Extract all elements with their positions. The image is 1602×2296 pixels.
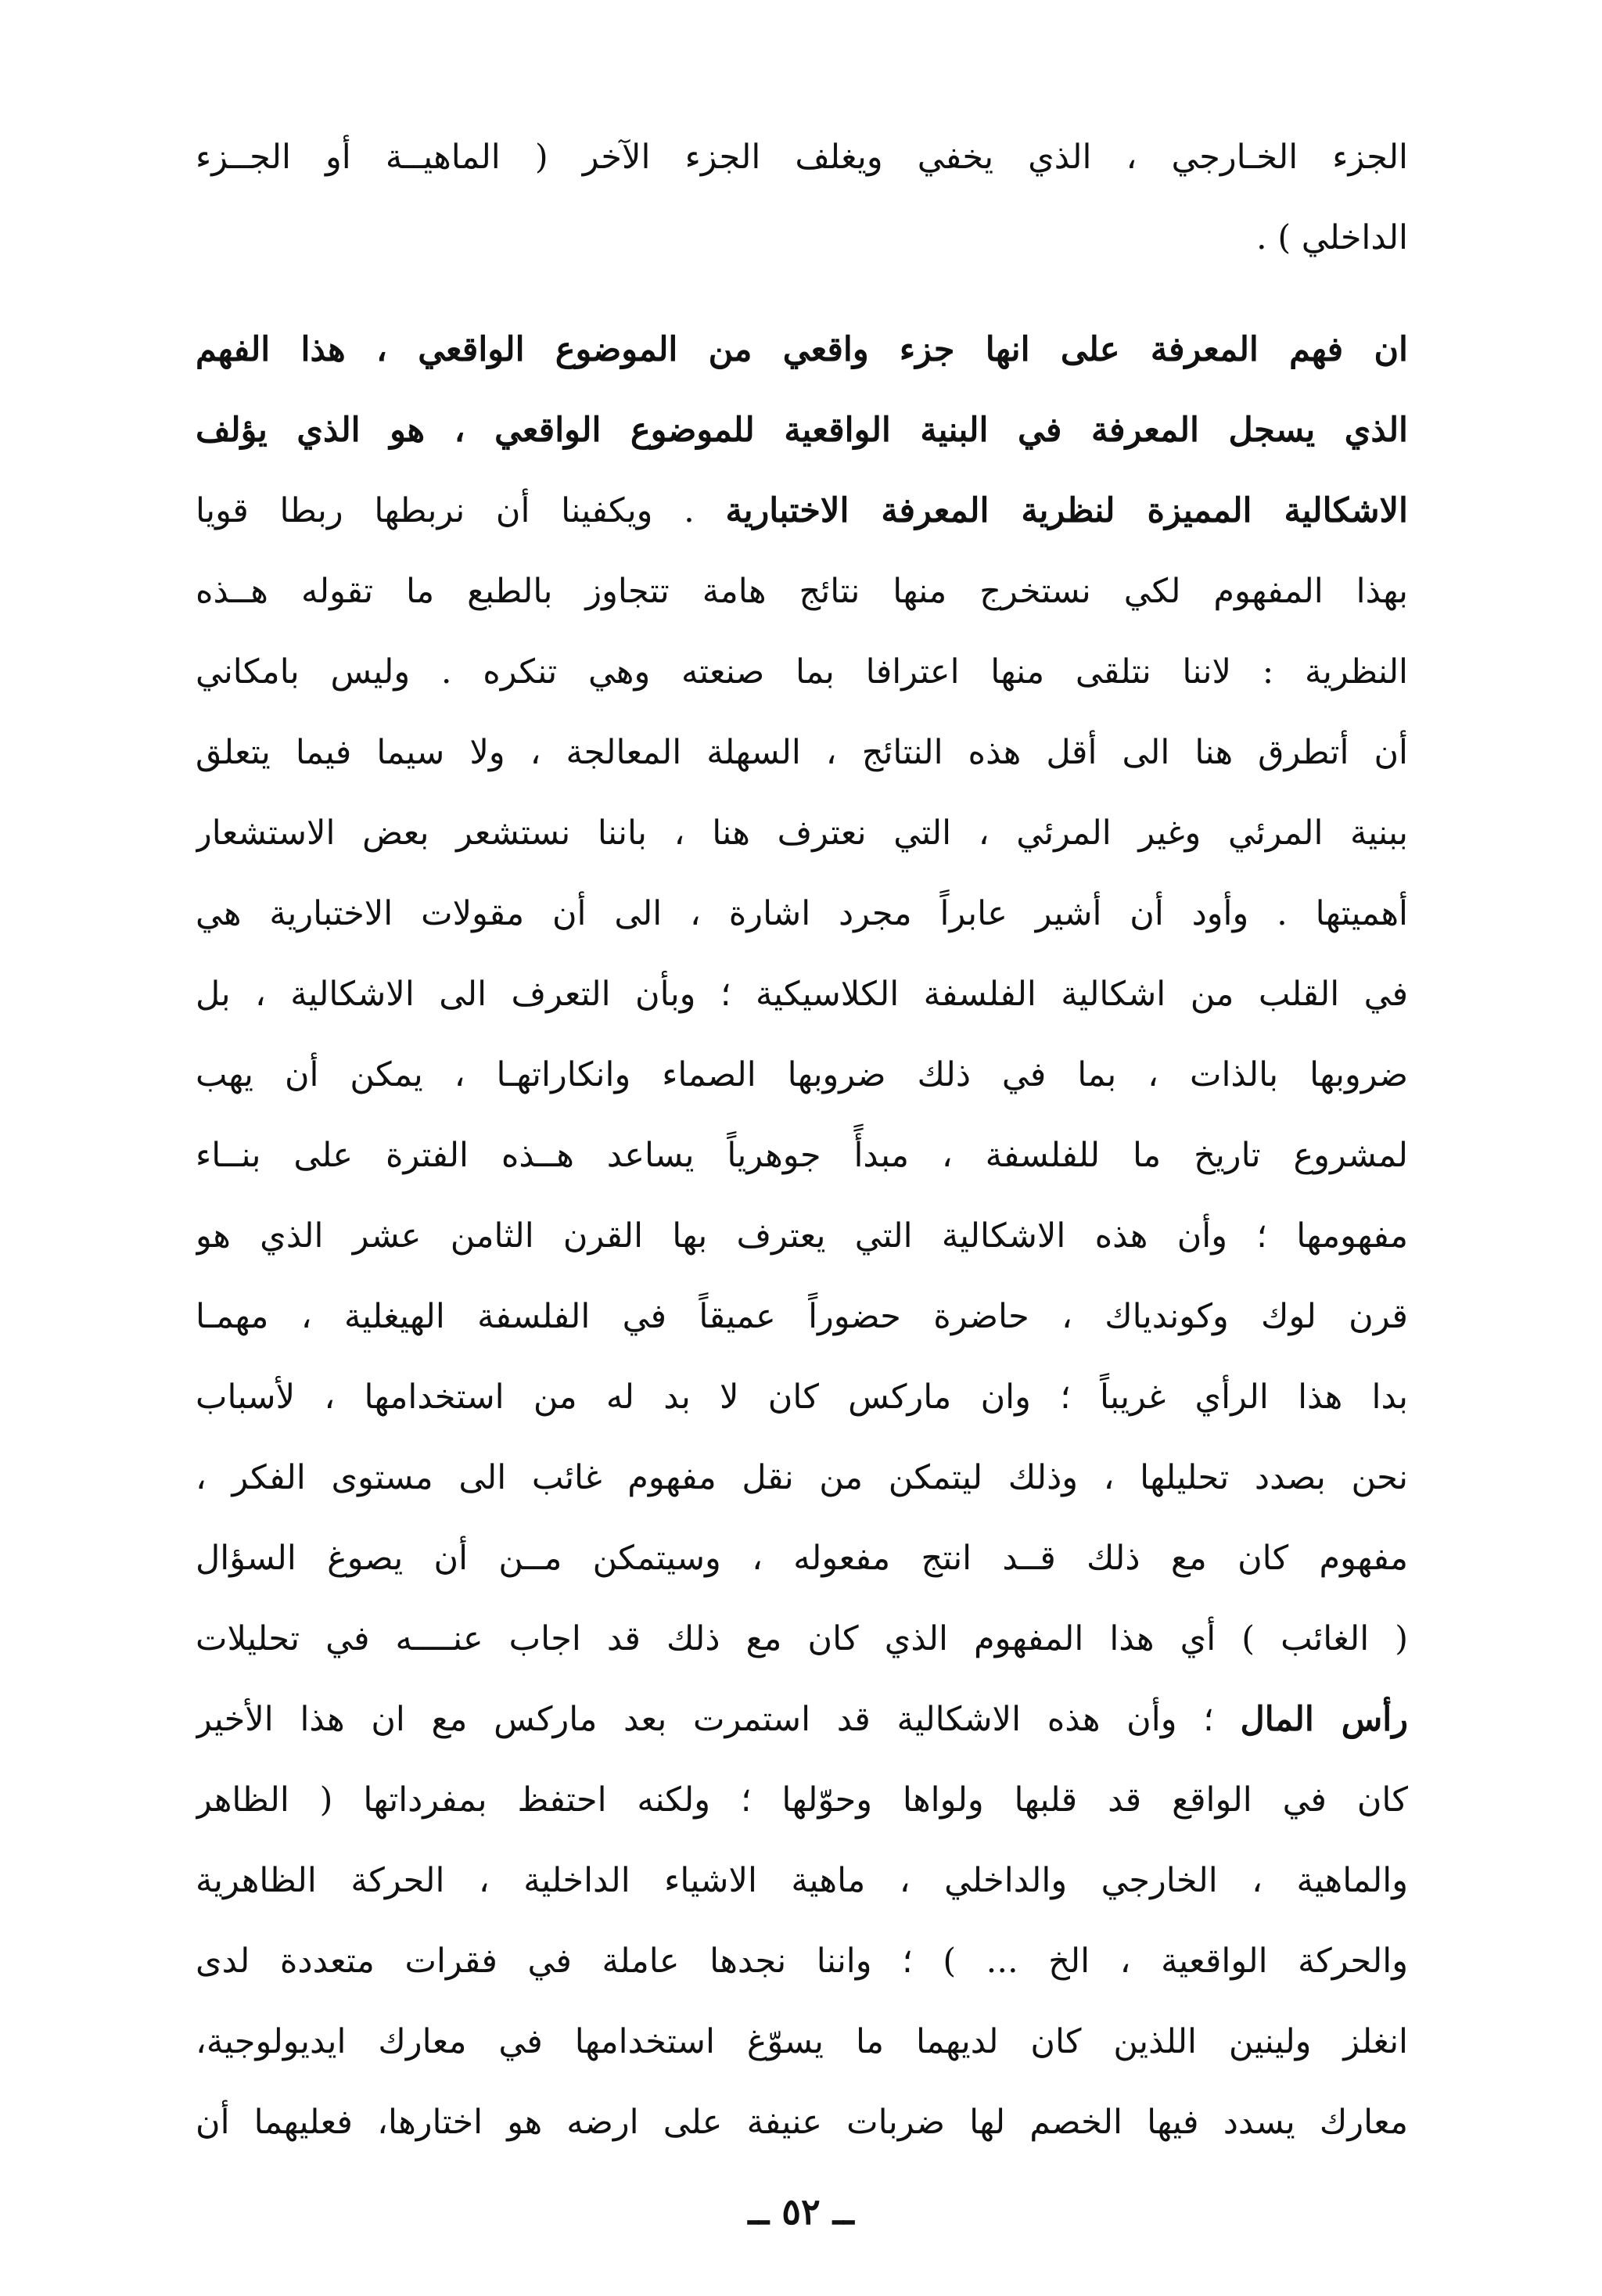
line-text: والحركة الواقعية ، الخ ... ) ؛ واننا نجدها عاملة في فقرات متعددة لدى <box>196 1942 1408 1981</box>
line-text: ؛ وأن هذه الاشكالية قد استمرت بعد ماركس مع ان هذا الأخير <box>196 1700 1241 1739</box>
line-text: مفهوم كان مع ذلك قــد انتج مفعوله ، وسيتمكن مــن أن يصوغ السؤال <box>196 1539 1408 1578</box>
text-line <box>196 1035 1408 1116</box>
text-line-bold: الذي يسجل المعرفة في البنية الواقعية للموضوع الواقعي ، هو الذي يؤلف <box>196 411 1408 450</box>
text-line <box>196 471 1408 552</box>
line-text: أهميتها . وأود أن أشير عابراً مجرد اشارة ، الى أن مقولات الاختبارية هي <box>196 894 1408 933</box>
text-line <box>196 552 1408 632</box>
text-line <box>196 2082 1408 2163</box>
line-text: النظرية : لاننا نتلقى منها اعترافا بما صنعته وهي تنكره . وليس بامكاني <box>196 652 1408 692</box>
text-line <box>196 2002 1408 2082</box>
line-text: لمشروع تاريخ ما للفلسفة ، مبدأً جوهرياً يساعد هــذه الفترة على بنــاء <box>196 1136 1408 1175</box>
line-text: ( الغائب ) أي هذا المفهوم الذي كان مع ذلك قد اجاب عنــــه في تحليلات <box>196 1619 1408 1658</box>
text-line: الجزء الخـارجي ، الذي يخفي ويغلف الجزء الآخر ( الماهيــة أو الجــزء <box>196 138 1408 177</box>
line-text: ضروبها بالذات ، بما في ذلك ضروبها الصماء وانكاراتهـا ، يمكن أن يهب <box>196 1055 1408 1094</box>
bold-phrase: رأس المال <box>1240 1700 1408 1739</box>
text-line <box>196 713 1408 793</box>
line-text: مفهومها ؛ وأن هذه الاشكالية التي يعترف بها القرن الثامن عشر الذي هو <box>196 1216 1408 1256</box>
text-line <box>196 1760 1408 1841</box>
line-text: قرن لوك وكوندياك ، حاضرة حضوراً عميقاً في الفلسفة الهيغلية ، مهمـا <box>196 1297 1408 1336</box>
text-line <box>196 1599 1408 1680</box>
paragraph <box>196 310 1408 2163</box>
text-line <box>196 1438 1408 1518</box>
text-line <box>196 1921 1408 2002</box>
line-text: انغلز ولينين اللذين كان لديهما ما يسوّغ استخدامها في معارك ايديولوجية، <box>196 2022 1408 2061</box>
line-text: والماهية ، الخارجي والداخلي ، ماهية الاشياء الداخلية ، الحركة الظاهرية <box>196 1861 1408 1900</box>
text-line <box>196 1680 1408 1760</box>
line-text: معارك يسدد فيها الخصم لها ضربات عنيفة على ارضه هو اختارها، فعليهما أن <box>196 2103 1408 2142</box>
body-text <box>196 117 1408 2163</box>
text-line <box>196 874 1408 954</box>
text-line <box>196 1277 1408 1357</box>
text-line <box>196 1518 1408 1599</box>
line-text: بدا هذا الرأي غريباً ؛ وان ماركس كان لا بد له من استخدامها ، لأسباب <box>196 1378 1408 1417</box>
text-line: الداخلي ) . <box>1255 218 1408 257</box>
paragraph <box>196 117 1408 278</box>
line-text: . ويكفينا أن نربطها ربطا قويا <box>196 491 726 530</box>
bold-phrase: الاشكالية المميزة لنظرية المعرفة الاختبارية <box>725 491 1408 530</box>
line-text: بهذا المفهوم لكي نستخرج منها نتائج هامة تتجاوز بالطبع ما تقوله هــذه <box>196 572 1408 611</box>
text-line-bold: ان فهم المعرفة على انها جزء واقعي من الموضوع الواقعي ، هذا الفهم <box>196 330 1408 369</box>
text-line <box>196 793 1408 874</box>
text-line <box>196 1116 1408 1196</box>
line-text: أن أتطرق هنا الى أقل هذه النتائج ، السهلة المعالجة ، ولا سيما فيما يتعلق <box>196 733 1408 772</box>
text-line <box>196 1357 1408 1438</box>
text-line <box>196 1196 1408 1277</box>
text-line <box>196 632 1408 713</box>
text-line <box>196 954 1408 1035</box>
page-number: ــ ٥٢ ــ <box>748 2190 854 2233</box>
line-text: في القلب من اشكالية الفلسفة الكلاسيكية ؛ وبأن التعرف الى الاشكالية ، بل <box>196 975 1408 1014</box>
line-text: كان في الواقع قد قلبها ولواها وحوّلها ؛ ولكنه احتفظ بمفرداتها ( الظاهر <box>196 1780 1408 1820</box>
text-line <box>196 1841 1408 1921</box>
paragraph-spacer <box>196 278 1408 310</box>
paragraph-lines <box>196 471 1408 2163</box>
line-text: ببنية المرئي وغير المرئي ، التي نعترف هنا ، باننا نستشعر بعض الاستشعار <box>196 814 1408 853</box>
line-text: نحن بصدد تحليلها ، وذلك ليتمكن من نقل مفهوم غائب الى مستوى الفكر ، <box>196 1458 1408 1497</box>
